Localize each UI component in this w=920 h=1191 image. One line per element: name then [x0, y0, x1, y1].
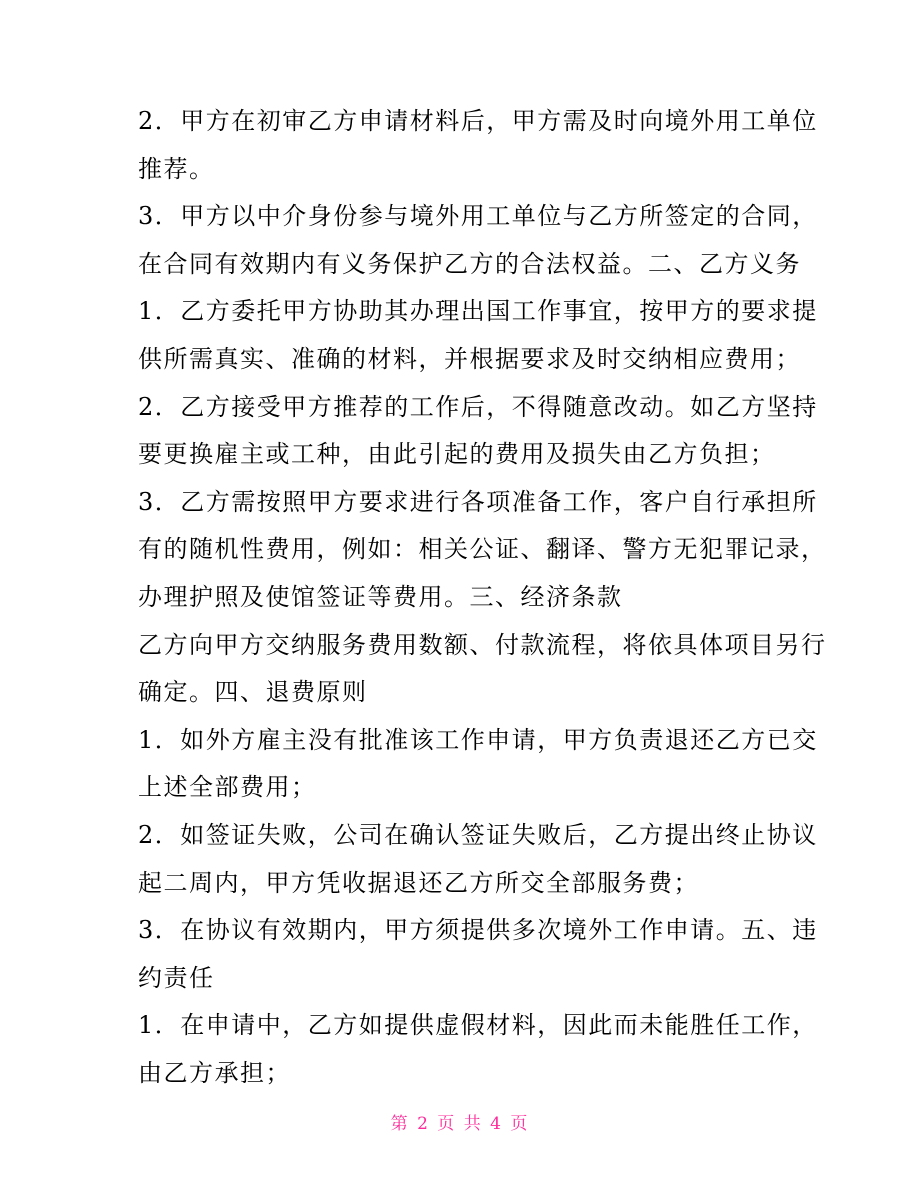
text-line: 1．在申请中，乙方如提供虚假材料，因此而未能胜任工作，: [138, 1011, 818, 1040]
text-line: 3．在协议有效期内，甲方须提供多次境外工作申请。五、违: [138, 916, 818, 945]
document-body: [138, 98, 827, 1097]
text-line: 约责任: [138, 963, 215, 992]
text-line: 2．乙方接受甲方推荐的工作后，不得随意改动。如乙方坚持: [138, 392, 818, 421]
text-line: 在合同有效期内有义务保护乙方的合法权益。二、乙方义务: [138, 249, 801, 278]
text-line: 推荐。: [138, 154, 215, 183]
text-line: 3．甲方以中介身份参与境外用工单位与乙方所签定的合同，: [138, 202, 818, 231]
text-line: 供所需真实、准确的材料，并根据要求及时交纳相应费用；: [138, 344, 801, 373]
text-line: 办理护照及使馆签证等费用。三、经济条款: [138, 582, 623, 611]
text-line: 3．乙方需按照甲方要求进行各项准备工作，客户自行承担所: [138, 487, 818, 516]
text-line: 上述全部费用；: [138, 773, 317, 802]
text-line: 1．如外方雇主没有批准该工作申请，甲方负责退还乙方已交: [138, 725, 818, 754]
text-line: 2．如签证失败，公司在确认签证失败后，乙方提出终止协议: [138, 820, 818, 849]
text-line: 有的随机性费用，例如：相关公证、翻译、警方无犯罪记录，: [138, 535, 827, 564]
text-line: 乙方向甲方交纳服务费用数额、付款流程，将依具体项目另行: [138, 630, 827, 659]
text-line: 1．乙方委托甲方协助其办理出国工作事宜，按甲方的要求提: [138, 297, 818, 326]
text-line: 起二周内，甲方凭收据退还乙方所交全部服务费；: [138, 868, 699, 897]
text-line: 确定。四、退费原则: [138, 678, 368, 707]
text-line: 要更换雇主或工种，由此引起的费用及损失由乙方负担；: [138, 440, 776, 469]
page-number-footer: 第 2 页 共 4 页: [390, 1114, 530, 1134]
text-line: 2．甲方在初审乙方申请材料后，甲方需及时向境外用工单位: [138, 107, 818, 135]
text-line: 由乙方承担；: [138, 1058, 291, 1087]
